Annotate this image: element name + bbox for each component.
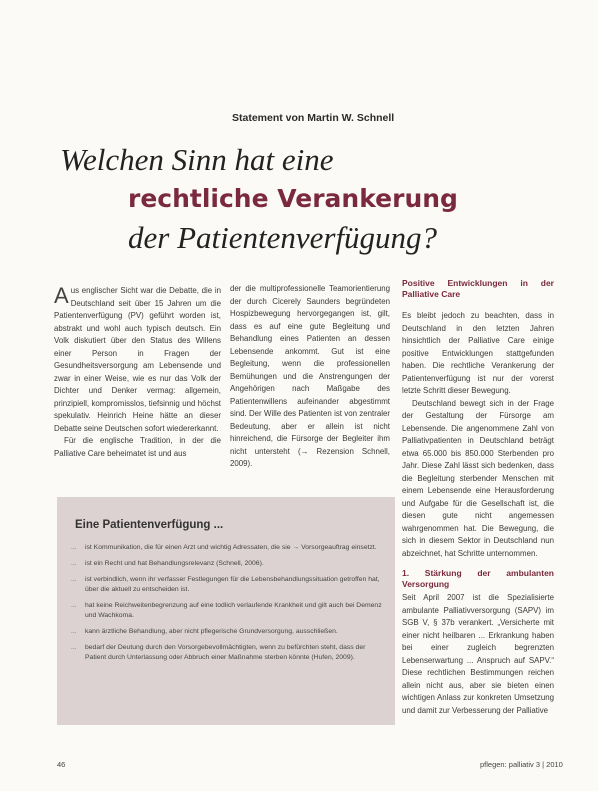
bullet-ellipsis: ... (71, 544, 77, 551)
list-item (71, 559, 386, 569)
paragraph (54, 285, 221, 435)
paragraph: Für die englische Tradition, in der die Palliative Care beheimatet ist und aus (54, 436, 221, 458)
title-line-3: der Patientenverfügung? (128, 220, 438, 255)
bullet-ellipsis: ... (71, 628, 77, 635)
bullet-ellipsis: ... (71, 560, 77, 567)
column-3 (402, 278, 554, 717)
section-heading: 1. Stärkung der ambulanten Versorgung (402, 568, 554, 589)
bullet-ellipsis: ... (71, 576, 77, 583)
journal-footer: pflegen: palliativ 3 | 2010 (480, 760, 563, 769)
list-item-text: kann ärztliche Behandlung, aber nicht pflegerische Grundversorgung, ausschließen. (85, 628, 338, 635)
bullet-ellipsis: ... (71, 644, 77, 651)
list-item (71, 643, 386, 663)
list-item (71, 575, 386, 595)
info-box-title: Eine Patientenverfügung ... (75, 519, 224, 531)
list-item (71, 543, 386, 553)
paragraph: der die multiprofessionelle Teamorientierung der durch Cicerely Saunders begründeten Hospizbewegung hervorgegangen ist, gilt, dass es auf eine gute Begleitung und Behandlung eines Patienten an dessen Lebensende ankommt. Gut ist eine Begleitung, wenn die professionellen Bemühungen und die Anstrengungen der Angehörigen nach Maßgabe des Patientenwillens aufeinander abgestimmt sind. Der Wille des Patienten ist von zentraler Bedeutung, aber er allein ist nicht hinreichend, die Fürsorge der Begleiter ihm nicht untersteht (→ Rezension Schnell, 2009). (230, 284, 390, 468)
list-item-text: ist ein Recht und hat Behandlungsrelevanz (Schnell, 2006). (85, 560, 264, 567)
paragraph-text: us englischer Sicht war die Debatte, die in Deutschland seit über 15 Jahren um die Patientenverfügung (PV) geführt worden ist, abstrakt und wohl auch typisch deutsch. Ein Volk diskutiert über den Status des Willens einer Person in Fragen der Gesundheitsversorgung am Lebensende und zwar in einer Weise, wie es nur das Volk der Dichter und Denker vermag: allgemein, prinzipiell, kompromisslos, tiefsinnig und höchst spekulativ. Heinrich Heine hätte an dieser Debatte seine Deutschen sofort wiedererkannt. (54, 286, 221, 433)
article-kicker: Statement von Martin W. Schnell (232, 112, 395, 124)
page-number: 46 (57, 760, 66, 769)
paragraph: Es bleibt jedoch zu beachten, dass in Deutschland in den letzten Jahren hinsichtlich der Palliative Care einige positive Entwicklungen stattgefunden haben. Die rechtliche Verankerung der Patientenverfügung ist nur der vorerst letzte Schritt dieser Bewegung. (402, 311, 554, 395)
article-title (58, 140, 578, 258)
info-box (57, 497, 395, 725)
bullet-ellipsis: ... (71, 602, 77, 609)
paragraph: Deutschland bewegt sich in der Frage der Gestaltung der Fürsorge am Lebensende. Die angenommene Zahl von Palliativpatienten in Deutschland beträgt etwa 65.000 bis 850.000 Sterbenden pro Jahr. Diese Zahl lässt sich bedenken, dass die Begleitung sterbender Menschen mit einem Lebensende eine Herausforderung und Aufgabe für die Gesellschaft ist, die diesen gute nicht angemessen wahrgenommen hat. Die Bewegung, die sich in diesem Sektor in Deutschland nun abzeichnet, hat Schritte unternommen. (402, 398, 554, 558)
title-line-1: Welchen Sinn hat eine (60, 142, 334, 177)
paragraph: Seit April 2007 ist die Spezialisierte ambulante Palliativversorgung (SAPV) im SGB V, § 37b verankert. „Versicherte mit einer nicht heilbaren ... Erkrankung haben bei einer zugleich begrenzten Lebenserwartung ... Anspruch auf SAPV.“ Diese rechtlichen Bestimmungen reichen allein nicht aus, aber sie bieten einen wichtigen Anlass zur konkreten Umsetzung und damit zur Verbesserung der Palliative (402, 593, 554, 715)
title-line-2: rechtliche Verankerung (128, 184, 458, 213)
list-item-text: ist Kommunikation, die für einen Arzt und wichtig Adressaten, die sie → Vorsorgeauftrag einsetzt. (85, 544, 377, 551)
info-box-list (71, 543, 386, 669)
list-item (71, 627, 386, 637)
column-2 (230, 283, 390, 471)
list-item-text: hat keine Reichweitenbegrenzung auf eine todlich verlaufende Krankheit und gilt auch bei Demenz und Wachkoma. (85, 602, 382, 619)
section-heading: Positive Entwicklungen in der Palliative Care (402, 278, 554, 299)
list-item-text: ist verbindlich, wenn ihr verfasser Festlegungen für die Lebensbehandlungssituation getroffen hat, über die aktuell zu entscheiden ist. (85, 576, 380, 593)
drop-cap: A (54, 283, 69, 308)
column-1 (54, 285, 221, 460)
list-item (71, 601, 386, 621)
list-item-text: bedarf der Deutung durch den Vorsorgebevollmächtigten, wenn zu befürchten steht, dass der Patient durch Unterlassung oder Abbruch einer Maßnahme sterben könnte (Hufen, 2009). (85, 644, 366, 661)
